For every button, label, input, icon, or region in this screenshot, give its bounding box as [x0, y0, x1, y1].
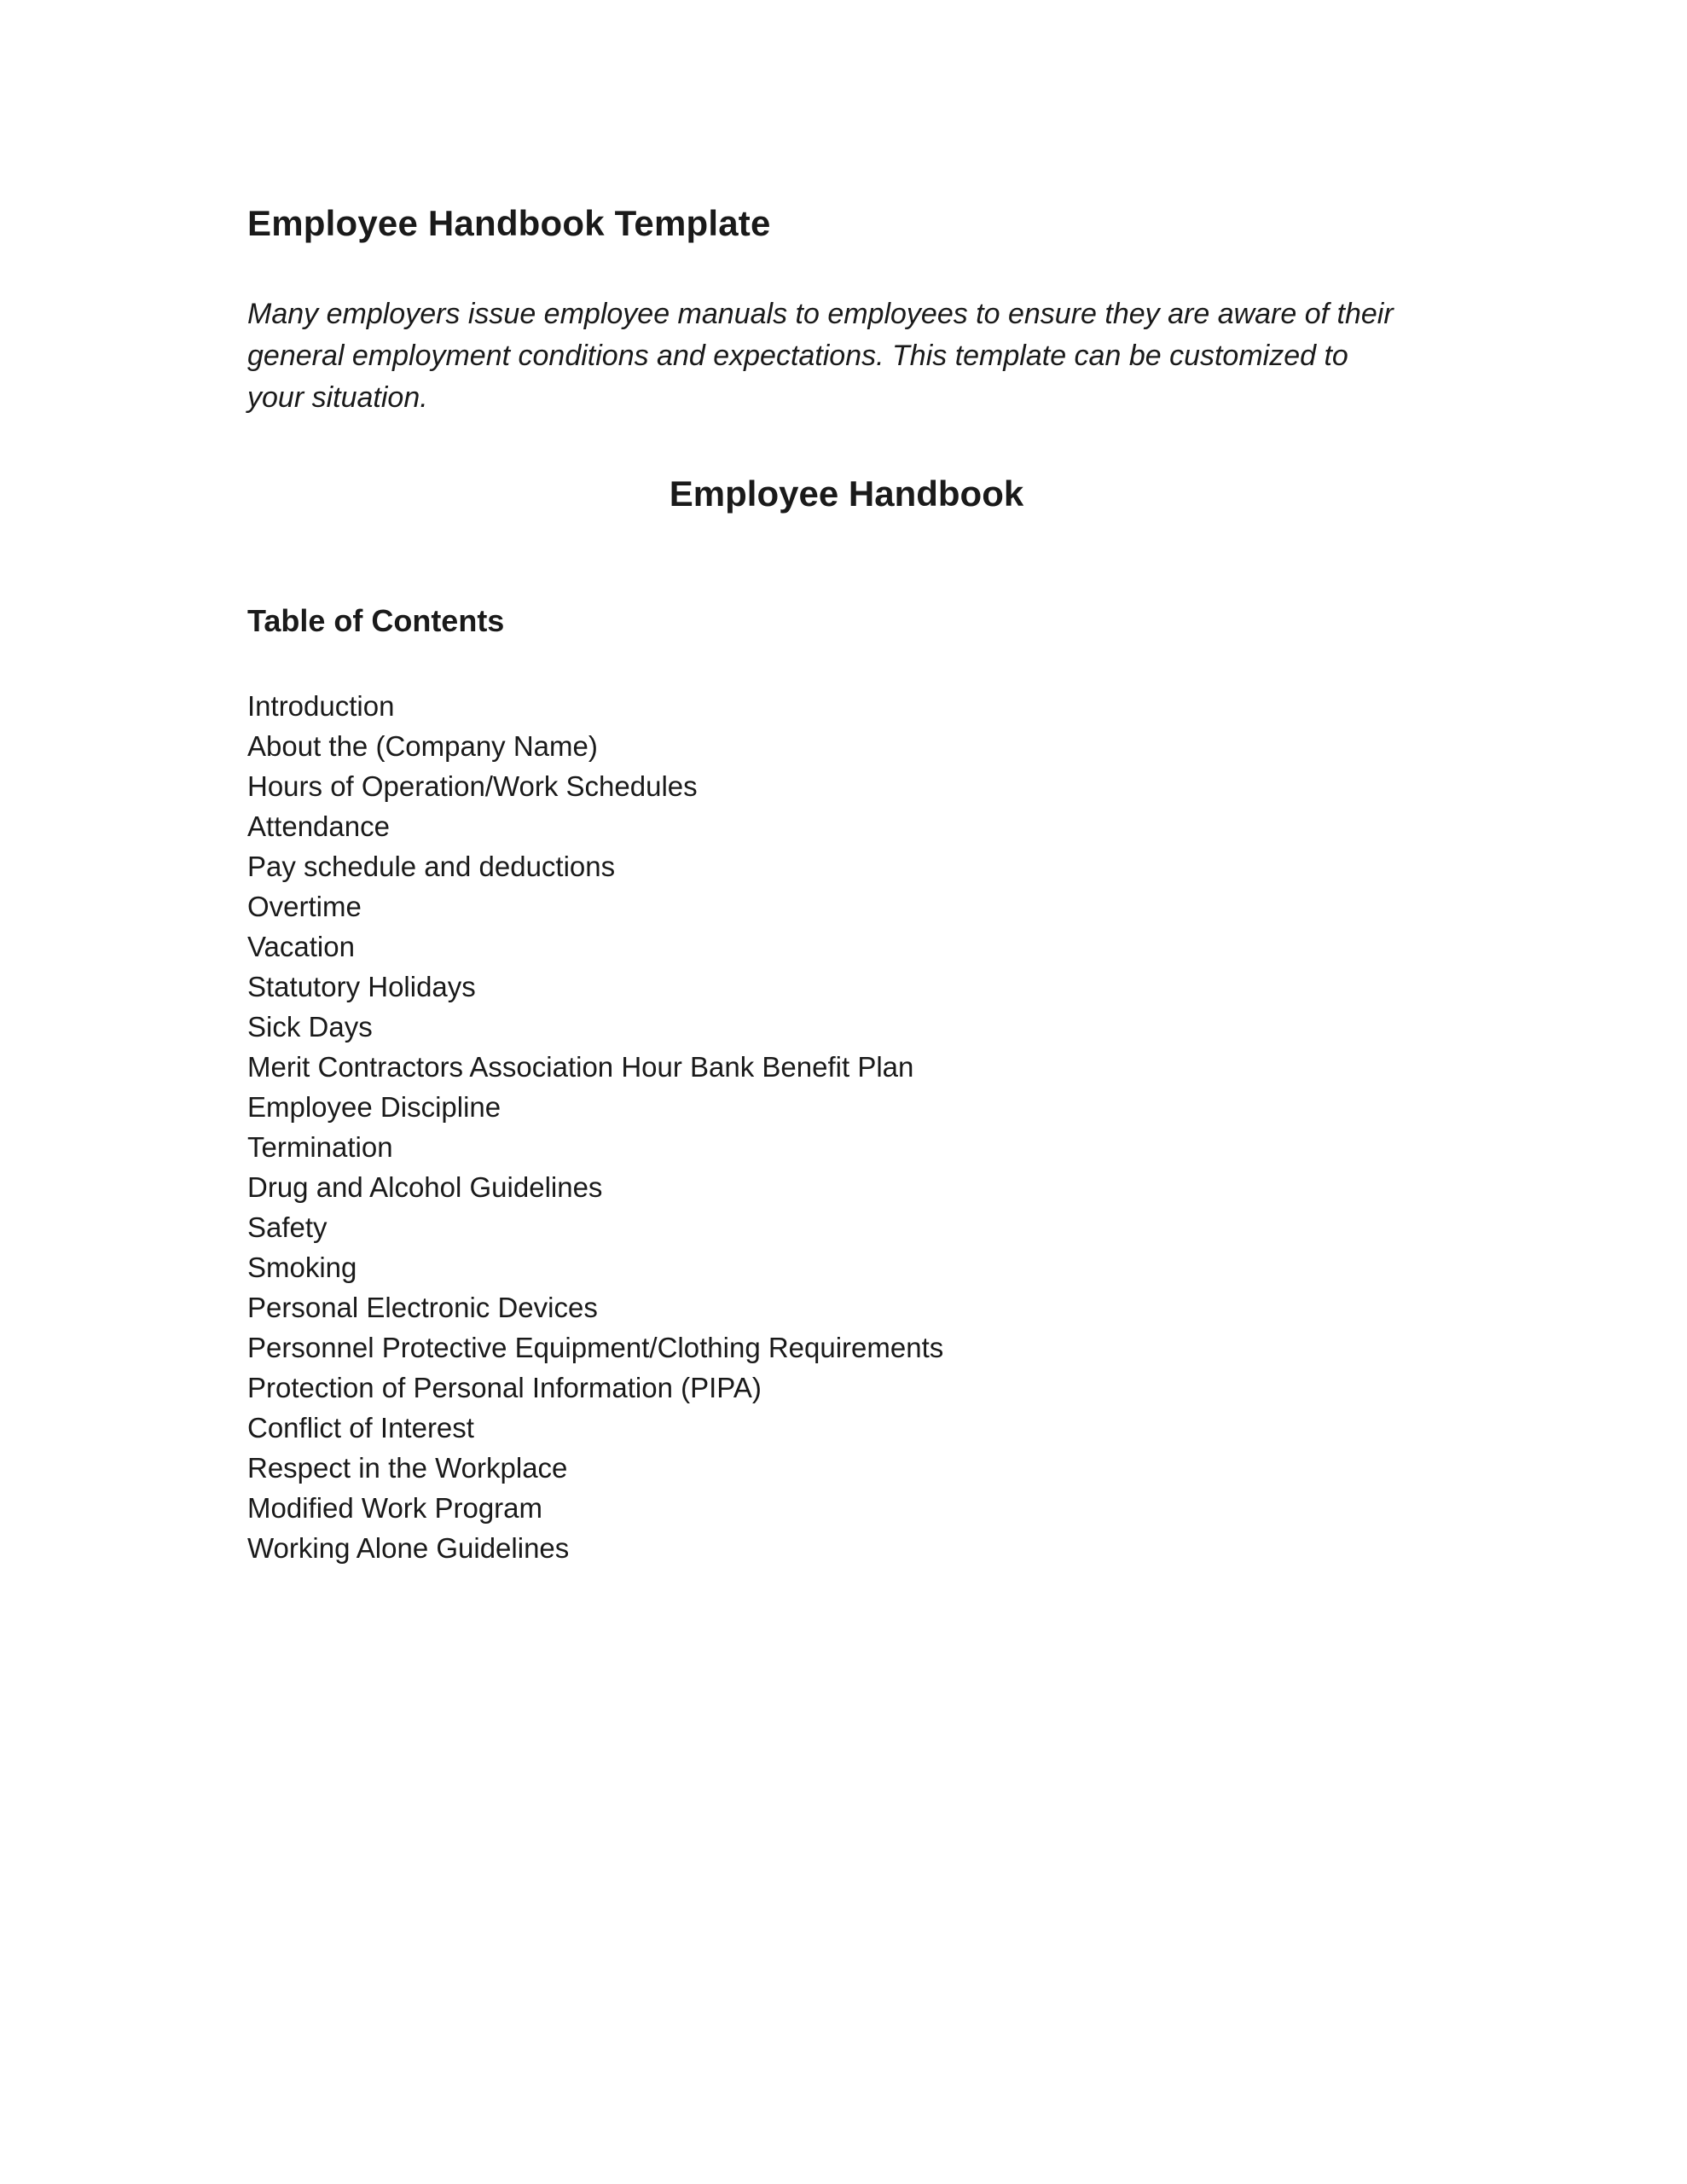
- document-content: [247, 203, 1446, 1568]
- toc-list: [247, 686, 1446, 1568]
- toc-item: Attendance: [247, 810, 390, 842]
- toc-item: Employee Discipline: [247, 1091, 501, 1123]
- toc-item: Hours of Operation/Work Schedules: [247, 770, 698, 802]
- toc-item: About the (Company Name): [247, 730, 598, 762]
- intro-paragraph: [247, 293, 1446, 419]
- toc-item: Respect in the Workplace: [247, 1452, 568, 1484]
- toc-item: Personal Electronic Devices: [247, 1292, 598, 1323]
- toc-item: Working Alone Guidelines: [247, 1532, 570, 1564]
- toc-item: Sick Days: [247, 1011, 373, 1043]
- toc-item: Drug and Alcohol Guidelines: [247, 1171, 603, 1203]
- document-title: Employee Handbook Template: [247, 203, 771, 243]
- toc-heading: Table of Contents: [247, 603, 505, 638]
- toc-item: Overtime: [247, 891, 362, 922]
- handbook-title: Employee Handbook: [669, 473, 1024, 514]
- toc-item: Pay schedule and deductions: [247, 851, 616, 882]
- toc-item: Statutory Holidays: [247, 971, 476, 1002]
- toc-item: Safety: [247, 1211, 328, 1243]
- toc-item: Merit Contractors Association Hour Bank Benefit Plan: [247, 1051, 914, 1083]
- toc-item: Conflict of Interest: [247, 1412, 474, 1443]
- intro-line: your situation.: [247, 381, 428, 414]
- toc-item: Smoking: [247, 1252, 357, 1283]
- toc-item: Introduction: [247, 690, 395, 722]
- toc-item: Vacation: [247, 931, 355, 962]
- intro-line: Many employers issue employee manuals to employees to ensure they are aware of their: [247, 298, 1394, 330]
- toc-item: Protection of Personal Information (PIPA): [247, 1372, 762, 1403]
- toc-item: Personnel Protective Equipment/Clothing Requirements: [247, 1332, 944, 1363]
- toc-item: Modified Work Program: [247, 1492, 543, 1524]
- toc-item: Termination: [247, 1131, 393, 1163]
- intro-line: general employment conditions and expectations. This template can be customized to: [247, 340, 1348, 372]
